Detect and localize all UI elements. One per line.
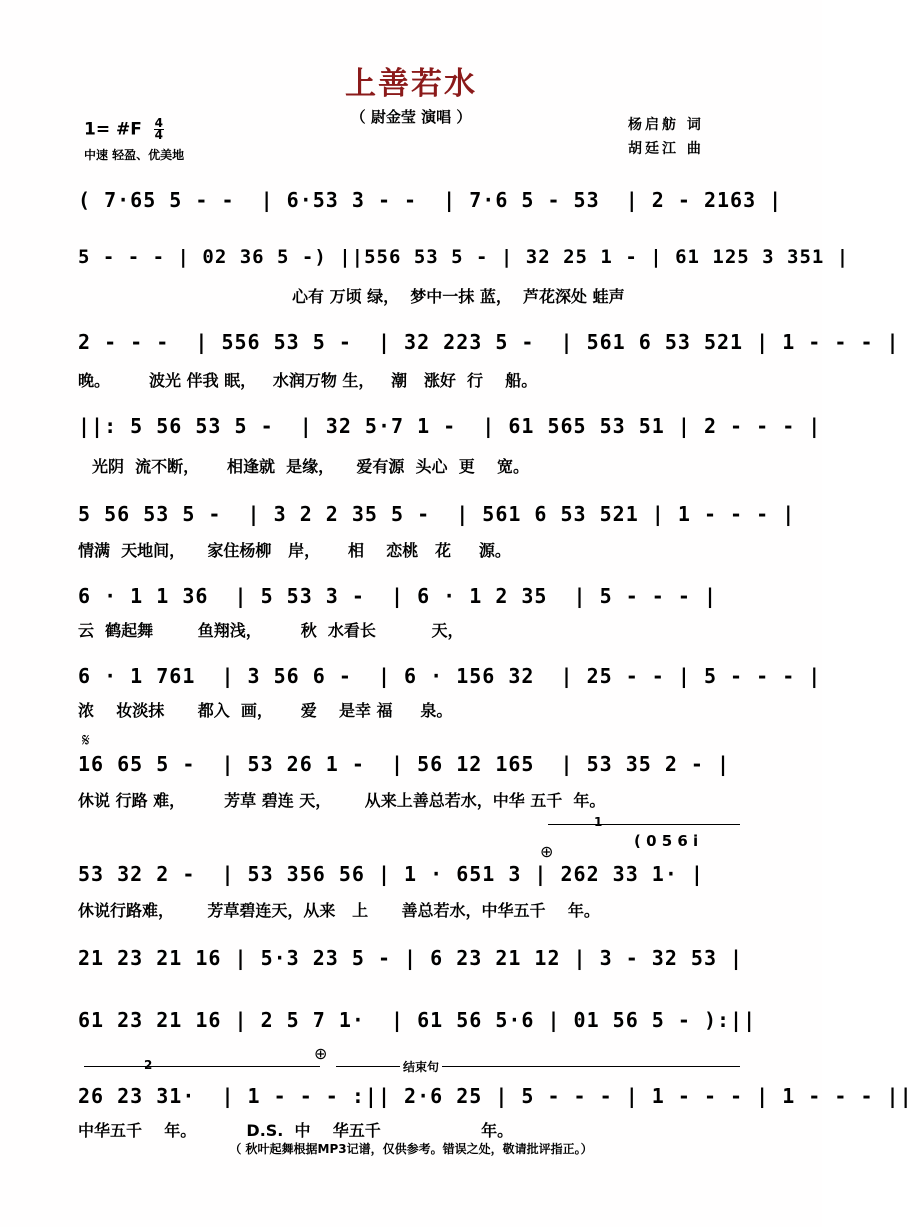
lyric: 中华五千 年。 D.S. 中 华五千 年。 [78, 1121, 514, 1140]
ending-phrase-bracket [336, 1066, 740, 1067]
notation: ||: 5 56 53 5 - | 32 5·7 1 - | 61 565 53 51 | 2 - - - | [78, 414, 822, 438]
score-line-7 [78, 664, 822, 720]
lyric: 晚。 波光 伴我 眠， 水润万物 生， 潮 涨好 行 船。 [78, 371, 538, 390]
tempo-marking: 中速 轻盈、优美地 [84, 148, 185, 162]
score-line-6 [78, 584, 746, 640]
transcription-note: （ 秋叶起舞根据MP3记谱，仅供参考。错误之处，敬请批评指正。） [229, 1142, 593, 1156]
notation: 26 23 31· | 1 - - - :|| 2·6 25 | 5 - - - | 1 - - - | 1 - - - || [78, 1084, 913, 1108]
notation: 53 32 2 - | 53 356 56 | 1 · 651 3 | 262 33 1· | [78, 862, 704, 886]
notation: 6 · 1 1 36 | 5 53 3 - | 6 · 1 2 35 | 5 - - - | [78, 584, 718, 608]
time-bottom: 4 [154, 128, 163, 142]
score-line-11 [78, 1008, 757, 1048]
performer-credit: （ 尉金莹 演唱 ） [350, 108, 472, 126]
second-ending-number: 2 [144, 1058, 153, 1072]
score-line-8 [78, 752, 746, 810]
score-line-1 [78, 188, 783, 228]
second-ending-bracket [84, 1066, 320, 1067]
score-line-2 [78, 246, 850, 306]
song-title: 上善若水 [345, 66, 477, 102]
lyricist-credit: 杨启舫 词 [628, 117, 704, 133]
score-line-3 [78, 330, 900, 390]
key-label: 1= #F [84, 119, 142, 140]
intro-paren-notes: ( 0 5 6 i [634, 832, 699, 850]
lyric: 休说 行路 难， 芳草 碧连 天， 从来上善总若水，中华 五千 年。 [78, 791, 606, 810]
first-ending-number: 1 [594, 815, 603, 829]
segno-icon: 𝄋 [82, 730, 90, 751]
coda-icon: ⊕ [314, 1044, 328, 1063]
score-line-5 [78, 502, 796, 560]
notation: 21 23 21 16 | 5·3 23 5 - | 6 23 21 12 | 3 - 32 53 | [78, 946, 744, 970]
lyric: 情满 天地间， 家住杨柳 岸， 相 恋桃 花 源。 [78, 541, 511, 560]
notation: 16 65 5 - | 53 26 1 - | 56 12 165 | 53 35 2 - | [78, 752, 731, 776]
notation: 5 56 53 5 - | 3 2 2 35 5 - | 561 6 53 521 | 1 - - - | [78, 502, 796, 526]
lyric: 光阴 流不断， 相逢就 是缘， 爱有源 头心 更 宽。 [92, 457, 529, 476]
score-line-12 [78, 1084, 913, 1140]
composer-credit: 胡廷江 曲 [628, 141, 704, 157]
notation: 6 · 1 761 | 3 56 6 - | 6 · 156 32 | 25 - - | 5 - - - | [78, 664, 822, 688]
time-top: 4 [154, 116, 163, 130]
lyric: 云 鹤起舞 鱼翔浅， 秋 水看长 天， [78, 621, 464, 640]
notation: 2 - - - | 556 53 5 - | 32 223 5 - | 561 6 53 521 | 1 - - - | [78, 330, 900, 354]
time-signature [154, 118, 164, 141]
score-line-9 [78, 862, 746, 920]
notation: 5 - - - | 02 36 5 -) ||556 53 5 - | 32 25 1 - | 61 125 3 351 | [78, 246, 850, 268]
coda-icon: ⊕ [540, 842, 554, 861]
notation: 61 23 21 16 | 2 5 7 1· | 61 56 5·6 | 01 56 5 - ):|| [78, 1008, 757, 1032]
score-line-10 [78, 946, 746, 986]
lyric: 心有 万顷 绿， 梦中一抹 蓝， 芦花深处 蛙声 [292, 287, 625, 306]
score-line-4 [78, 414, 822, 476]
notation: ( 7·65 5 - - | 6·53 3 - - | 7·6 5 - 53 | 2 - 2163 | [78, 188, 783, 212]
lyric: 浓 妆淡抹 都入 画， 爱 是幸 福 泉。 [78, 701, 453, 720]
lyric: 休说行路难， 芳草碧连天，从来 上 善总若水，中华五千 年。 [78, 901, 600, 920]
ending-phrase-label: 结束句 [400, 1058, 442, 1075]
first-ending-bracket [548, 824, 740, 825]
key-signature [84, 118, 164, 141]
